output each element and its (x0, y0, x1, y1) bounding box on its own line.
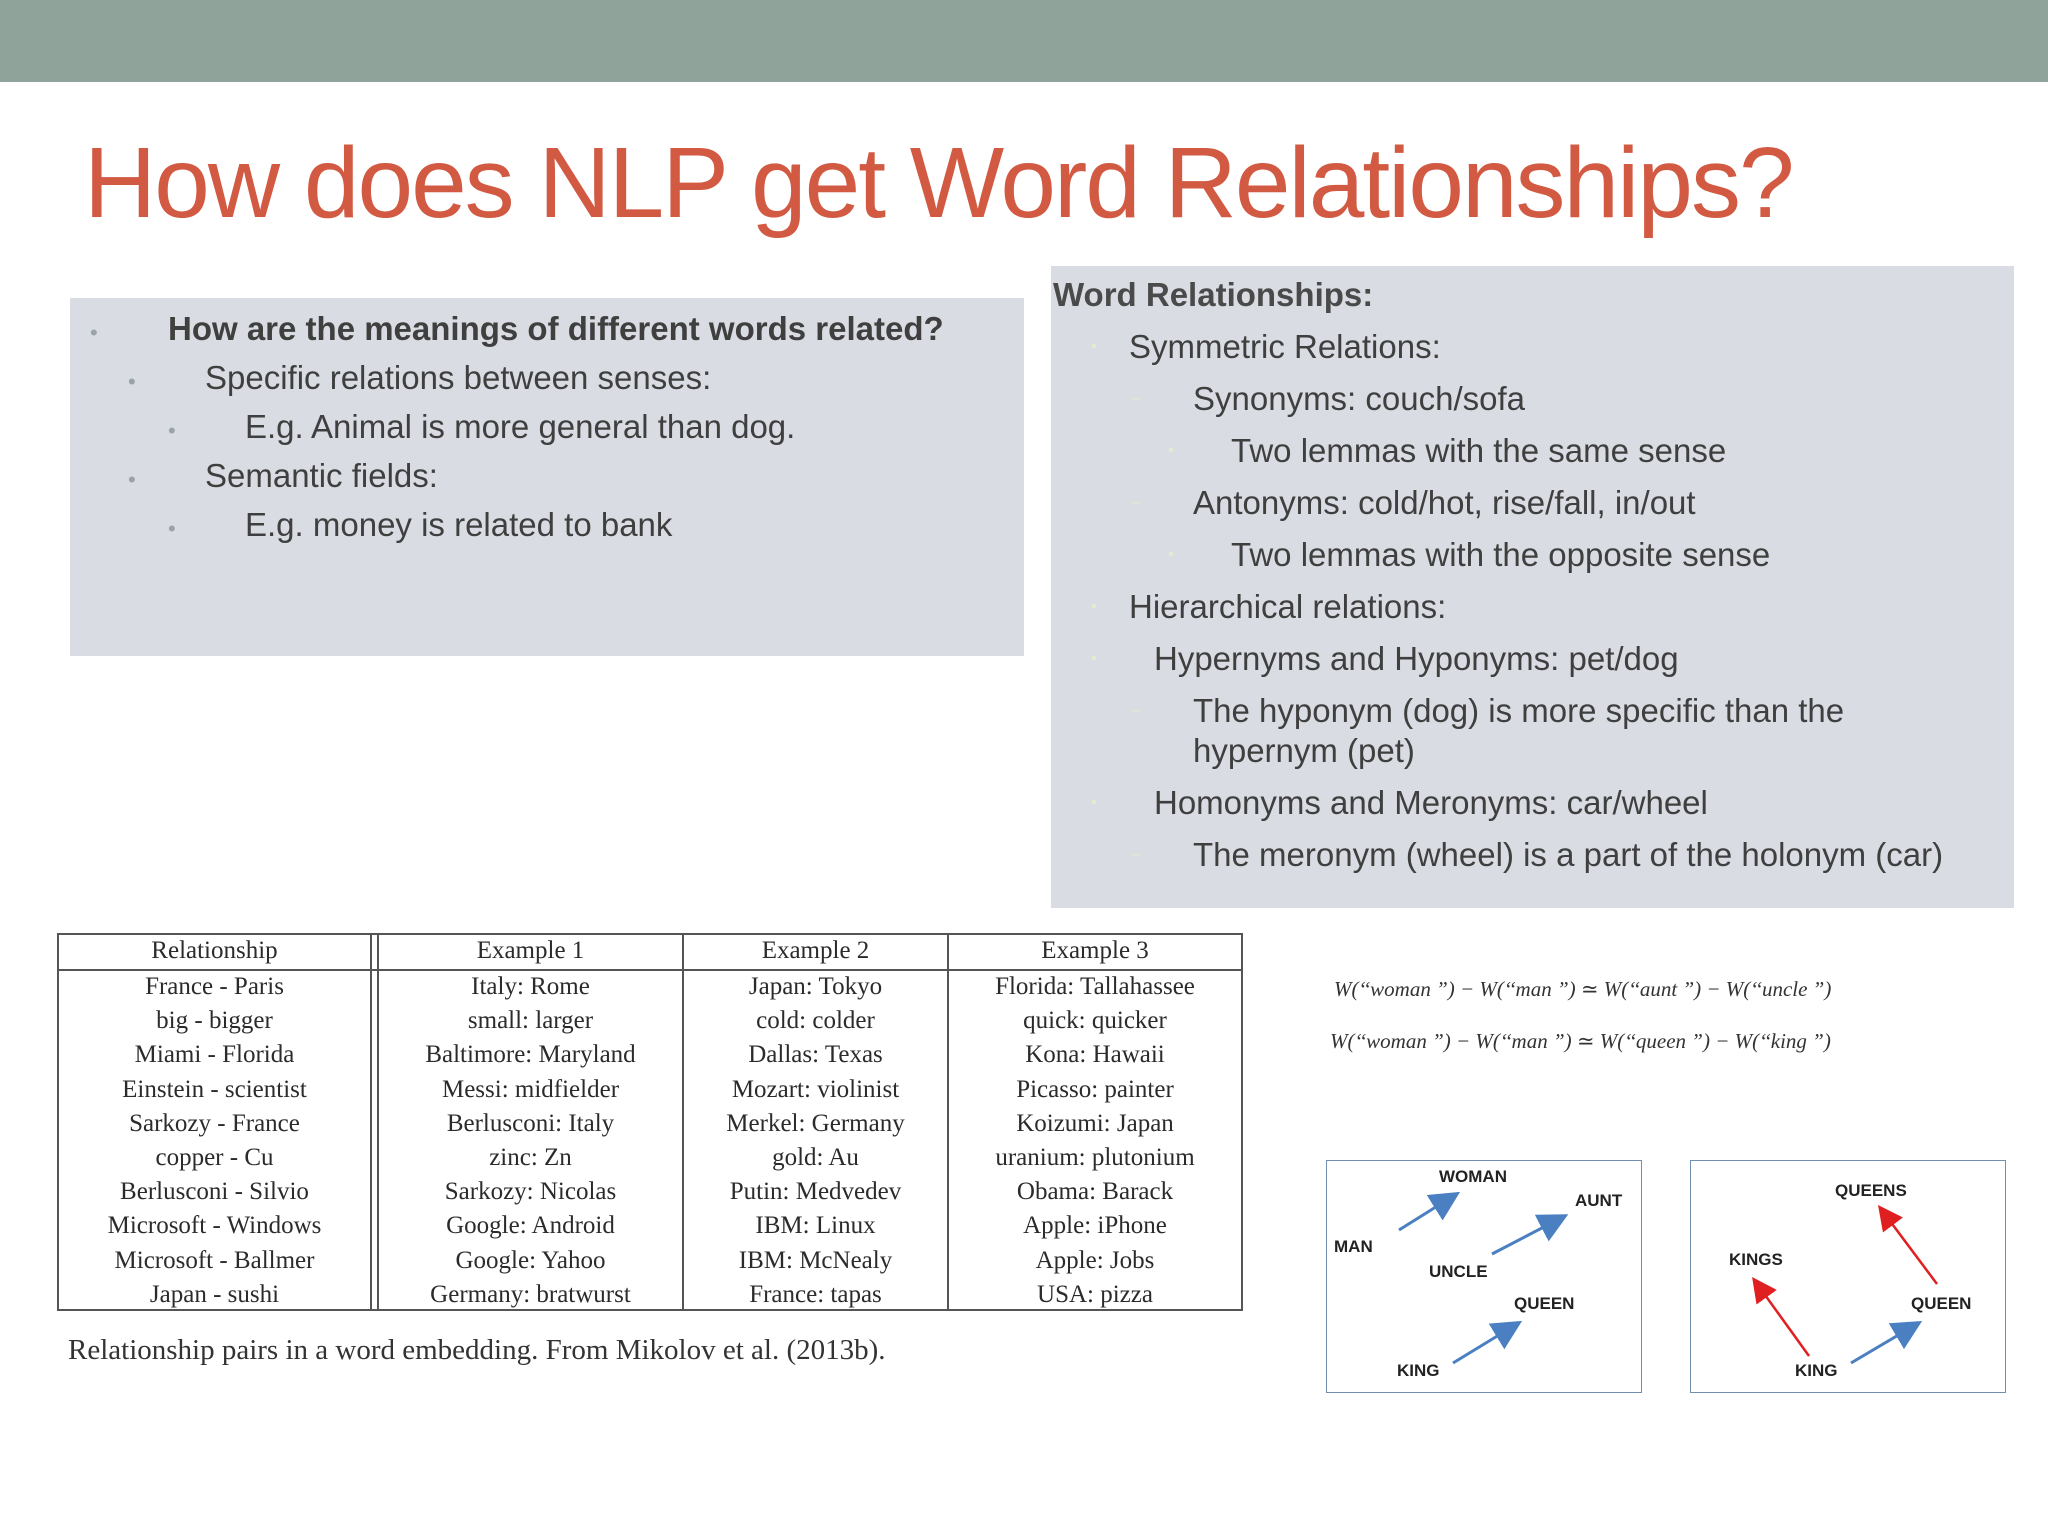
label-king: KING (1795, 1361, 1838, 1380)
bullet-icon: • (168, 516, 176, 541)
table-cell: Sarkozy: Nicolas (444, 1178, 617, 1206)
table-cell: Berlusconi - Silvio (120, 1178, 309, 1206)
bullet-icon: • (90, 320, 98, 345)
table-cell: Dallas: Texas (748, 1041, 883, 1069)
arrow-king-kings (1755, 1281, 1809, 1356)
table-cell: Koizumi: Japan (1016, 1109, 1174, 1137)
table-cell: IBM: McNealy (738, 1246, 893, 1274)
right-line: Antonyms: cold/hot, rise/fall, in/out (1193, 484, 1696, 521)
left-item: Specific relations between senses: (205, 359, 712, 396)
label-queen: QUEEN (1514, 1294, 1575, 1313)
table-cell: Japan: Tokyo (748, 973, 883, 1000)
table-cell: Putin: Medvedev (729, 1178, 902, 1206)
table-cell: zinc: Zn (489, 1144, 572, 1171)
table-column (379, 935, 682, 1309)
left-heading: How are the meanings of different words related? (168, 310, 944, 347)
table-cell: big - bigger (156, 1007, 273, 1035)
table-cell: Apple: Jobs (1035, 1246, 1155, 1274)
left-item: E.g. Animal is more general than dog. (245, 408, 796, 445)
right-panel (1051, 266, 2014, 908)
label-man: MAN (1334, 1237, 1373, 1256)
right-line: Symmetric Relations: (1129, 328, 1441, 365)
table-cell: Kona: Hawaii (1025, 1041, 1165, 1069)
table-header: Example 3 (1041, 937, 1149, 964)
bullet-icon: • (168, 418, 176, 443)
label-queen: QUEEN (1911, 1294, 1972, 1313)
bullet-icon: • (128, 467, 136, 492)
equation: W(‘‘woman ”) − W(‘‘man ”) ≃ W(‘‘queen ”) − W(‘‘king ”) (1330, 1029, 1831, 1053)
right-heading: Word Relationships: (1053, 276, 1374, 313)
left-item: E.g. money is related to bank (245, 506, 673, 543)
table-cell: Obama: Barack (1016, 1178, 1174, 1206)
top-bar (0, 0, 2048, 82)
label-uncle: UNCLE (1429, 1262, 1488, 1281)
relationship-table (57, 933, 1243, 1311)
table-cell: gold: Au (772, 1144, 859, 1171)
right-line: Homonyms and Meronyms: car/wheel (1154, 784, 1708, 821)
table-cell: Google: Android (446, 1212, 615, 1240)
bullet-icon: ▪ (1091, 794, 1097, 811)
table-cell: Sarkozy - France (129, 1109, 300, 1137)
right-line: Synonyms: couch/sofa (1193, 380, 1525, 417)
table-header: Relationship (151, 937, 278, 964)
table-cell: Florida: Tallahassee (995, 973, 1195, 1000)
table-cell: small: larger (467, 1007, 594, 1035)
label-queens: QUEENS (1835, 1181, 1907, 1200)
equation: W(‘‘woman ”) − W(‘‘man ”) ≃ W(‘‘aunt ”) − W(‘‘uncle ”) (1334, 977, 1832, 1001)
table-column (949, 935, 1241, 1309)
bullet-icon: ▪ (1091, 598, 1097, 615)
table-cell: Miami - Florida (134, 1041, 295, 1069)
table-cell: Apple: iPhone (1023, 1212, 1167, 1240)
arrow-queen-queens (1881, 1209, 1937, 1284)
bullet-icon: ▪ (1168, 442, 1174, 459)
bullet-icon: ▪ (1091, 338, 1097, 355)
table-cell: Messi: midfielder (441, 1075, 620, 1103)
arrow-man-woman (1399, 1195, 1455, 1230)
arrow-uncle-aunt (1492, 1217, 1563, 1254)
table-cell: Baltimore: Maryland (425, 1041, 636, 1069)
diagram-analogy-gender (1326, 1160, 1642, 1393)
right-line: Hierarchical relations: (1129, 588, 1447, 625)
table-divider (370, 935, 372, 1309)
dash-icon: – (1131, 702, 1140, 719)
table-cell: Einstein - scientist (122, 1075, 307, 1103)
left-panel (70, 298, 1024, 656)
table-header: Example 1 (476, 937, 585, 964)
dash-icon: – (1131, 494, 1140, 511)
label-king: KING (1397, 1361, 1440, 1380)
table-cell: Merkel: Germany (726, 1109, 905, 1137)
table-cell: Berlusconi: Italy (446, 1109, 615, 1137)
table-cell: USA: pizza (1037, 1280, 1153, 1308)
table-cell: Microsoft - Ballmer (114, 1246, 315, 1274)
table-cell: Germany: bratwurst (430, 1280, 631, 1308)
bullet-icon: ▪ (1091, 650, 1097, 667)
dash-icon: – (1131, 846, 1140, 863)
label-kings: KINGS (1729, 1250, 1783, 1269)
arrow-king-queen (1851, 1324, 1917, 1363)
table-cell: France: tapas (749, 1280, 882, 1308)
dash-icon: – (1131, 390, 1140, 407)
table-cell: Japan - sushi (149, 1280, 280, 1308)
right-line: Hypernyms and Hyponyms: pet/dog (1154, 640, 1679, 677)
table-cell: Microsoft - Windows (107, 1212, 322, 1240)
right-line: The meronym (wheel) is a part of the holonym (car) (1193, 836, 1944, 873)
table-cell: Picasso: painter (1016, 1075, 1174, 1103)
left-item: Semantic fields: (205, 457, 438, 494)
table-cell: IBM: Linux (755, 1212, 876, 1240)
table-column (684, 935, 947, 1309)
label-woman: WOMAN (1439, 1167, 1507, 1186)
table-cell: quick: quicker (1023, 1007, 1167, 1035)
table-cell: Mozart: violinist (731, 1075, 900, 1103)
right-line: The hyponym (dog) is more specific than the (1193, 692, 1845, 729)
bullet-icon: • (128, 369, 136, 394)
diagram-analogy-plural (1690, 1160, 2006, 1393)
arrow-king-queen (1453, 1324, 1517, 1363)
right-line: Two lemmas with the same sense (1231, 432, 1727, 469)
table-cell: France - Paris (145, 973, 284, 1000)
table-cell: uranium: plutonium (995, 1144, 1195, 1171)
table-cell: Google: Yahoo (455, 1246, 606, 1274)
table-caption: Relationship pairs in a word embedding. From Mikolov et al. (2013b). (68, 1334, 886, 1366)
label-aunt: AUNT (1575, 1191, 1623, 1210)
slide-title: How does NLP get Word Relationships? (84, 127, 1793, 239)
table-cell: Italy: Rome (471, 973, 590, 1000)
table-header: Example 2 (761, 937, 870, 964)
right-line: Two lemmas with the opposite sense (1231, 536, 1771, 573)
bullet-icon: ▪ (1168, 546, 1174, 563)
table-cell: copper - Cu (155, 1144, 274, 1171)
table-column (59, 935, 370, 1309)
table-cell: cold: colder (756, 1007, 875, 1035)
right-line: hypernym (pet) (1193, 732, 1415, 769)
